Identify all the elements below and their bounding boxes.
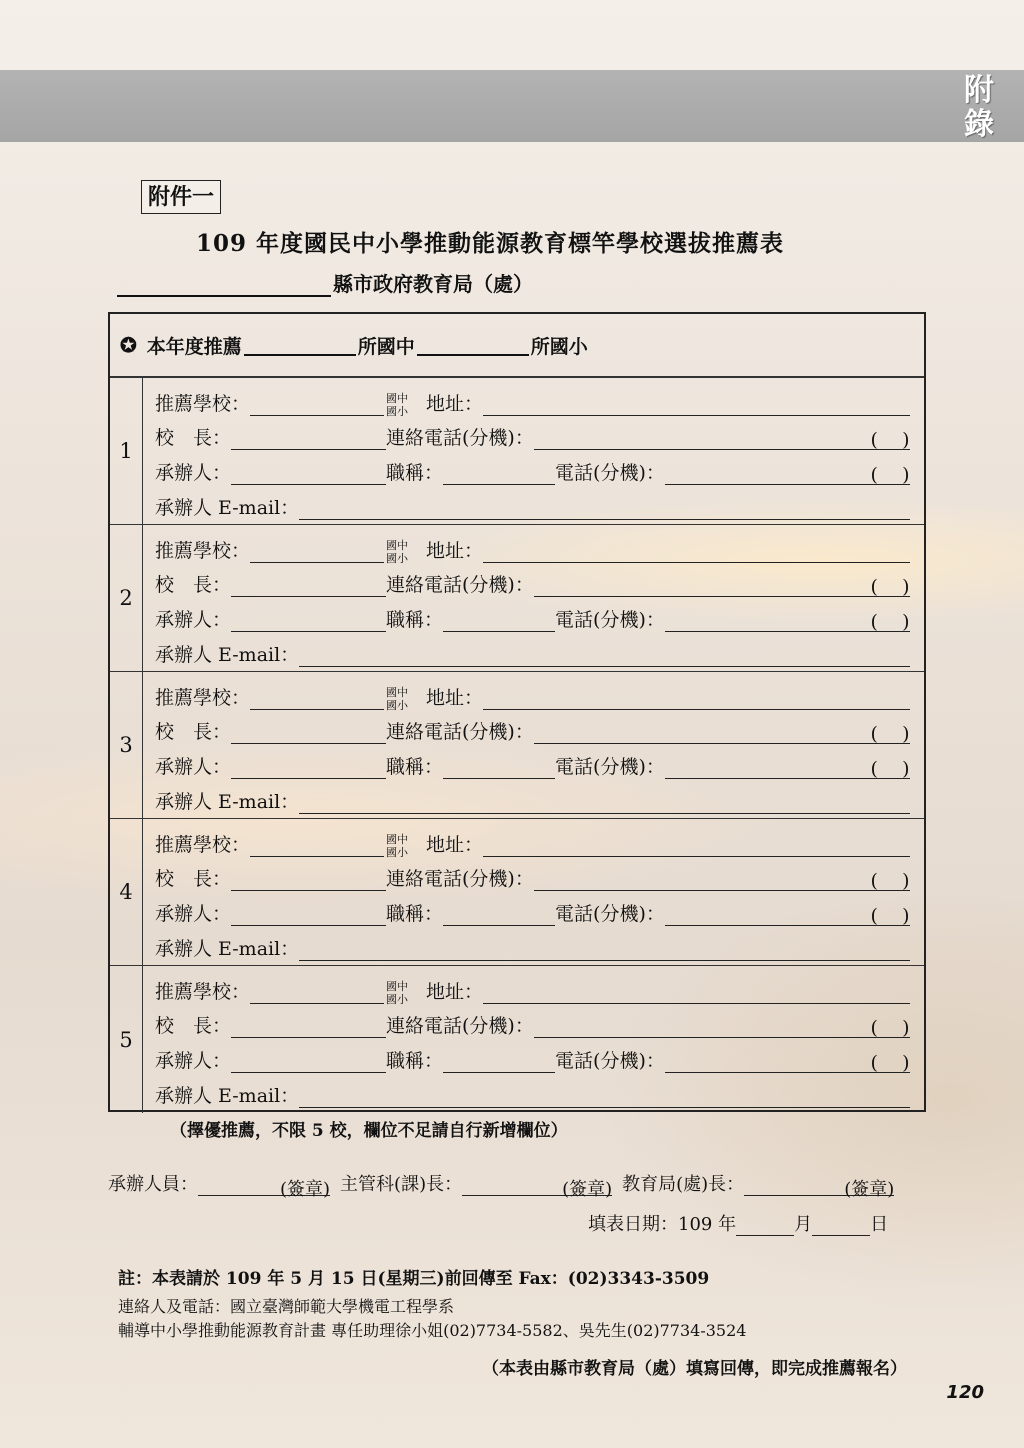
principal-label: 校 長： — [155, 1015, 232, 1037]
principal-line — [155, 718, 910, 744]
phone-blank[interactable] — [665, 464, 870, 485]
attachment-label: 附件一 — [141, 180, 221, 214]
officer-seal: (簽章) — [280, 1175, 330, 1196]
junior-high-option[interactable]: 國中 — [386, 686, 409, 699]
school-label: 推薦學校： — [155, 687, 251, 709]
email-label: 承辦人 E-mail： — [155, 644, 300, 666]
section-chief-seal: (簽章) — [562, 1175, 612, 1196]
job-title-label: 職稱： — [386, 1050, 444, 1072]
organizer-label: 承辦人： — [155, 1050, 232, 1072]
phone-ext[interactable]: ( ) — [870, 464, 910, 486]
junior-high-option[interactable]: 國中 — [386, 539, 409, 552]
email-blank[interactable] — [299, 793, 910, 814]
principal-line — [155, 1012, 910, 1038]
address-label: 地址： — [426, 393, 484, 415]
star-icon: ✪ — [120, 333, 137, 357]
phone-ext[interactable]: ( ) — [870, 1052, 910, 1074]
email-label: 承辦人 E-mail： — [155, 938, 300, 960]
address-blank[interactable] — [483, 542, 910, 563]
school-address-line — [155, 831, 910, 857]
email-line — [155, 641, 910, 667]
phone-ext[interactable]: ( ) — [870, 611, 910, 633]
school-label: 推薦學校： — [155, 981, 251, 1003]
school-block — [110, 672, 924, 819]
school-number: 5 — [110, 966, 143, 1113]
organizer-blank[interactable] — [231, 905, 386, 926]
email-line — [155, 788, 910, 814]
recommendation-table — [108, 312, 926, 1112]
contact-phone-ext[interactable]: ( ) — [870, 723, 910, 745]
job-title-label: 職稱： — [386, 903, 444, 925]
organizer-line — [155, 459, 910, 485]
contact-phone-label: 連絡電話(分機)： — [386, 1015, 534, 1037]
school-level-options — [386, 833, 408, 859]
day-label: 日 — [870, 1214, 889, 1235]
organizer-blank[interactable] — [231, 758, 386, 779]
school-name-blank[interactable] — [250, 836, 384, 857]
organizer-line — [155, 900, 910, 926]
organizer-label: 承辦人： — [155, 756, 232, 778]
job-title-label: 職稱： — [386, 756, 444, 778]
school-label: 推薦學校： — [155, 393, 251, 415]
email-line — [155, 1082, 910, 1108]
contact-phone-blank[interactable] — [534, 723, 870, 744]
phone-blank[interactable] — [665, 758, 870, 779]
phone-label: 電話(分機)： — [555, 903, 665, 925]
contact-line-1: 連絡人及電話：國立臺灣師範大學機電工程學系 — [118, 1297, 455, 1316]
address-label: 地址： — [426, 834, 484, 856]
director-seal: (簽章) — [844, 1175, 894, 1196]
contact-phone-ext[interactable]: ( ) — [870, 870, 910, 892]
date-prefix: 填表日期：109 年 — [588, 1214, 737, 1235]
school-fields — [143, 672, 924, 818]
elementary-option[interactable]: 國小 — [386, 993, 409, 1006]
officer-label: 承辦人員： — [108, 1174, 198, 1195]
school-level-options — [386, 539, 408, 565]
email-label: 承辦人 E-mail： — [155, 1085, 300, 1107]
school-number: 1 — [110, 378, 143, 524]
principal-line — [155, 424, 910, 450]
school-address-line — [155, 684, 910, 710]
organizer-label: 承辦人： — [155, 903, 232, 925]
school-address-line — [155, 978, 910, 1004]
elementary-option[interactable]: 國小 — [386, 405, 409, 418]
contact-line-2: 輔導中小學推動能源教育計畫 專任助理徐小姐(02)7734-5582、吳先生(02)7734-3524 — [118, 1321, 747, 1340]
job-title-label: 職稱： — [386, 462, 444, 484]
form-title: 109 年度國民中小學推動能源教育標竿學校選拔推薦表 — [195, 230, 785, 257]
school-address-line — [155, 537, 910, 563]
contact-phone-ext[interactable]: ( ) — [870, 1017, 910, 1039]
county-line — [117, 268, 533, 297]
section-chief-label: 主管科(課)長： — [340, 1174, 463, 1195]
month-label: 月 — [794, 1214, 813, 1235]
officer-sign-blank[interactable] — [198, 1175, 280, 1196]
recommend-count-row — [110, 314, 924, 378]
organizer-blank[interactable] — [231, 611, 386, 632]
organizer-label: 承辦人： — [155, 609, 232, 631]
school-name-blank[interactable] — [250, 689, 384, 710]
phone-ext[interactable]: ( ) — [870, 905, 910, 927]
contact-phone-label: 連絡電話(分機)： — [386, 574, 534, 596]
principal-line — [155, 865, 910, 891]
month-blank[interactable] — [736, 1215, 794, 1236]
school-number: 2 — [110, 525, 143, 671]
job-title-blank[interactable] — [443, 1052, 555, 1073]
day-blank[interactable] — [812, 1215, 870, 1236]
contact-phone-blank[interactable] — [534, 1017, 870, 1038]
phone-blank[interactable] — [665, 611, 870, 632]
organizer-blank[interactable] — [231, 1052, 386, 1073]
email-line — [155, 494, 910, 520]
fill-date-line — [588, 1210, 888, 1236]
school-address-line — [155, 390, 910, 416]
organizer-line — [155, 606, 910, 632]
elementary-suffix: 所國小 — [530, 335, 588, 358]
director-sign-blank[interactable] — [744, 1175, 844, 1196]
page-number: 120 — [946, 1382, 984, 1403]
closing-note: （本表由縣市教育局（處）填寫回傳，即完成推薦報名） — [482, 1359, 907, 1379]
recommend-prefix: 本年度推薦 — [146, 335, 242, 358]
junior-high-suffix: 所國中 — [357, 335, 415, 358]
email-label: 承辦人 E-mail： — [155, 791, 300, 813]
junior-high-option[interactable]: 國中 — [386, 833, 409, 846]
organizer-line — [155, 1047, 910, 1073]
school-level-options — [386, 686, 408, 712]
phone-label: 電話(分機)： — [555, 609, 665, 631]
contact-phone-ext[interactable]: ( ) — [870, 576, 910, 598]
principal-blank[interactable] — [231, 723, 386, 744]
principal-label: 校 長： — [155, 868, 232, 890]
school-name-blank[interactable] — [250, 983, 384, 1004]
principal-label: 校 長： — [155, 721, 232, 743]
contact-phone-blank[interactable] — [534, 870, 870, 891]
phone-blank[interactable] — [665, 905, 870, 926]
organizer-line — [155, 753, 910, 779]
email-blank[interactable] — [299, 646, 910, 667]
principal-blank[interactable] — [231, 576, 386, 597]
contact-phone-ext[interactable]: ( ) — [870, 429, 910, 451]
school-level-options — [386, 392, 408, 418]
principal-blank[interactable] — [231, 429, 386, 450]
contact-phone-blank[interactable] — [534, 429, 870, 450]
job-title-blank[interactable] — [443, 611, 555, 632]
address-label: 地址： — [426, 687, 484, 709]
principal-label: 校 長： — [155, 574, 232, 596]
elementary-option[interactable]: 國小 — [386, 846, 409, 859]
address-label: 地址： — [426, 981, 484, 1003]
principal-label: 校 長： — [155, 427, 232, 449]
principal-blank[interactable] — [231, 870, 386, 891]
school-fields — [143, 378, 924, 524]
county-blank[interactable] — [117, 273, 331, 297]
elementary-option[interactable]: 國小 — [386, 699, 409, 712]
selection-note: （擇優推薦，不限 5 校，欄位不足請自行新增欄位） — [170, 1121, 568, 1141]
principal-line — [155, 571, 910, 597]
school-label: 推薦學校： — [155, 834, 251, 856]
address-blank[interactable] — [483, 836, 910, 857]
email-blank[interactable] — [299, 499, 910, 520]
school-fields — [143, 966, 924, 1113]
elementary-option[interactable]: 國小 — [386, 552, 409, 565]
address-blank[interactable] — [483, 689, 910, 710]
email-blank[interactable] — [299, 1087, 910, 1108]
school-name-blank[interactable] — [250, 395, 384, 416]
county-suffix: 縣市政府教育局（處） — [333, 272, 533, 296]
school-block — [110, 525, 924, 672]
contact-phone-label: 連絡電話(分機)： — [386, 427, 534, 449]
school-level-options — [386, 980, 408, 1006]
school-block — [110, 378, 924, 525]
school-label: 推薦學校： — [155, 540, 251, 562]
organizer-label: 承辦人： — [155, 462, 232, 484]
phone-ext[interactable]: ( ) — [870, 758, 910, 780]
section-chief-sign-blank[interactable] — [462, 1175, 562, 1196]
junior-high-option[interactable]: 國中 — [386, 980, 409, 993]
deadline-note: 註：本表請於 109 年 5 月 15 日(星期三)前回傳至 Fax：(02)3343-3509 — [118, 1269, 710, 1289]
director-label: 教育局(處)長： — [622, 1174, 745, 1195]
header-bar — [0, 70, 1024, 142]
job-title-blank[interactable] — [443, 905, 555, 926]
organizer-blank[interactable] — [231, 464, 386, 485]
school-number: 4 — [110, 819, 143, 965]
address-blank[interactable] — [483, 395, 910, 416]
principal-blank[interactable] — [231, 1017, 386, 1038]
contact-phone-blank[interactable] — [534, 576, 870, 597]
school-fields — [143, 525, 924, 671]
job-title-blank[interactable] — [443, 464, 555, 485]
school-block — [110, 966, 924, 1113]
email-line — [155, 935, 910, 961]
elementary-count-blank[interactable] — [417, 334, 529, 356]
email-label: 承辦人 E-mail： — [155, 497, 300, 519]
contact-phone-label: 連絡電話(分機)： — [386, 868, 534, 890]
signature-line — [108, 1170, 895, 1200]
phone-label: 電話(分機)： — [555, 462, 665, 484]
address-label: 地址： — [426, 540, 484, 562]
school-name-blank[interactable] — [250, 542, 384, 563]
job-title-label: 職稱： — [386, 609, 444, 631]
junior-high-count-blank[interactable] — [244, 334, 356, 356]
phone-label: 電話(分機)： — [555, 1050, 665, 1072]
school-block — [110, 819, 924, 966]
school-number: 3 — [110, 672, 143, 818]
contact-phone-label: 連絡電話(分機)： — [386, 721, 534, 743]
job-title-blank[interactable] — [443, 758, 555, 779]
email-blank[interactable] — [299, 940, 910, 961]
junior-high-option[interactable]: 國中 — [386, 392, 409, 405]
address-blank[interactable] — [483, 983, 910, 1004]
phone-label: 電話(分機)： — [555, 756, 665, 778]
phone-blank[interactable] — [665, 1052, 870, 1073]
school-fields — [143, 819, 924, 965]
appendix-side-tag: 附錄 — [964, 73, 994, 142]
